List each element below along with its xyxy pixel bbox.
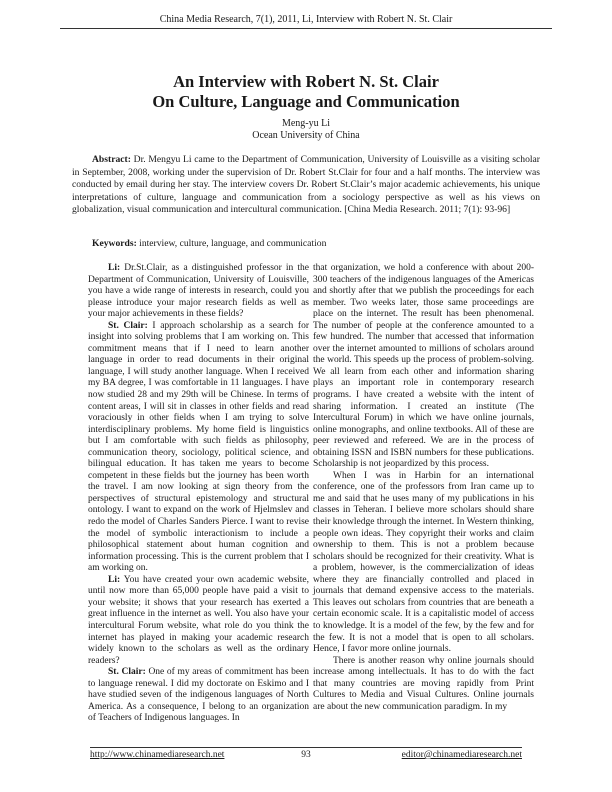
keywords — [92, 238, 540, 250]
paragraph-text: When I was in Harbin for an international conference, one of the professors from Iran came up to me and said that he uses many of my publications in his classes in Teheran. I believe more scholars should share their knowledge through the internet. In Western thinking, people own ideas. They copyright their works and claim ownership to them. This is not a problem because scholars should be recognized for their creativity. What is a problem, however, is the commercialization of ideas where they are financially controlled and placed in journals that demand expensive access to the materials. This leaves out scholars from countries that are beneath a certain economic scale. It is a capitalistic model of access to knowledge. It is a model of the few, by the few and for the few. It is not a model that is open to all scholars. Hence, I favor more online journals. — [313, 470, 534, 655]
paragraph-text: You have created your own academic website, until now more than 65,000 people have paid a visit to your website; it shows that your research has exerted a great influence in the internet as well. You also have your intercultural Forum website, what role do you think the internet has played in making your academic research widely known to the scholars as well as the ordinary readers? — [88, 574, 310, 666]
paragraph — [88, 321, 309, 575]
paragraph — [313, 656, 534, 714]
paragraph — [88, 263, 309, 321]
keywords-label: Keywords: — [92, 238, 137, 249]
paragraph-text: I approach scholarship as a search for insight into solving problems that I am working on. This commitment means that if I need to learn another language in order to read documents in their original language, I will study another language. When I received my BA degree, I was comfortable in 11 languages. I have now studied 28 and my 29th will be Chinese. In terms of content areas, I will sit in classes in other fields and read voraciously in other fields when I am trying to solve interdisciplinary problems. My home field is linguistics but I am comfortable with such fields as philosophy, communication theory, sociology, political science, and bilingual education. It has taken me years to become competent in these fields but the journey has been worth the travel. I am now looking at sign theory from the perspectives of structural epistemology and structural ontology. I want to expand on the work of Hjelmslev and redo the model of Charles Sanders Pierce. I want to revise the model of symbolic interactionism to include a philosophical statement about human cognition and information processing. This is the current problem that I am working on. — [88, 320, 310, 574]
author-block — [40, 118, 572, 142]
paragraph-text: One of my areas of commitment has been to language renewal. I did my doctorate on Eskimo and I have studied seven of the indigenous languages of North America. As a consequence, I belong to an organization of Teachers of Indigenous languages. In — [88, 667, 310, 724]
speaker-label: Li: — [108, 574, 121, 585]
page-number: 93 — [301, 750, 311, 760]
speaker-label: St. Clair: — [108, 320, 148, 331]
author-name: Meng-yu Li — [281, 118, 331, 129]
title-line-1: An Interview with Robert N. St. Clair — [173, 72, 439, 91]
page-footer — [90, 747, 522, 764]
running-head: China Media Research, 7(1), 2011, Li, Interview with Robert N. St. Clair — [60, 14, 552, 29]
paragraph-text: There is another reason why online journals should increase among intellectuals. It has to do with the fact that many countries are moving rapidly from Print Cultures to Media and Visual Cultures. Online journals are about the new communication paradigm. In my — [313, 655, 534, 712]
keywords-text: interview, culture, language, and communication — [139, 238, 327, 249]
speaker-label: St. Clair: — [108, 667, 146, 678]
title-line-2: On Culture, Language and Communication — [152, 92, 460, 111]
paragraph — [88, 667, 309, 725]
speaker-label: Li: — [108, 263, 121, 273]
author-affiliation: Ocean University of China — [252, 130, 360, 141]
paragraph — [88, 575, 309, 667]
abstract-text: Dr. Mengyu Li came to the Department of Communication, University of Louisville as a visiting scholar in September, 2008, working under the supervision of Dr. Robert St.Clair for four and a half months. The interview was conducted by email during her stay. The interview covers Dr. Robert St.Clair’s major academic achievements, his unique interpretations of culture, language and communication from a sociology perspective as well as his views on globalization, visual communication and intercultural communication. [China Media Research. 2011; 7(1): 93-96] — [72, 154, 540, 216]
article-title — [40, 72, 572, 112]
abstract — [72, 154, 540, 217]
paragraph — [313, 471, 534, 656]
footer-website-link[interactable]: http://www.chinamediaresearch.net — [90, 750, 225, 760]
body-column-right — [313, 263, 534, 713]
paragraph — [313, 263, 534, 471]
footer-email-link[interactable]: editor@chinamediaresearch.net — [401, 750, 522, 760]
abstract-label: Abstract: — [92, 154, 131, 165]
paragraph-text: that organization, we hold a conference with about 200-300 teachers of the indigenous languages of the Americas and shortly after that we publish the proceedings for each member. Two weeks later, those same proceedings are place on the internet. The result has been phenomenal. The number of people at the conference amounted to a few hundred. The number that accessed that information over the internet amounted to millions of scholars around the world. This speeds up the process of problem-solving. We all learn from each other and information sharing plays an important role in contemporary research programs. I have created a website with the intent of sharing information. I created an institute (The Intercultural Forum) in which we have online journals, online monographs, and online textbooks. All of these are peer reviewed and refereed. We are in the process of obtaining ISSN and ISBN numbers for these publications. Scholarship is not jeopardized by this process. — [313, 263, 534, 470]
body-column-left — [88, 263, 309, 725]
paragraph-text: Dr.St.Clair, as a distinguished professor in the Department of Communication, University of Louisville, you have a wide range of interests in research, could you please introduce your major research fields as well as your major achievements in these fields? — [88, 263, 309, 320]
